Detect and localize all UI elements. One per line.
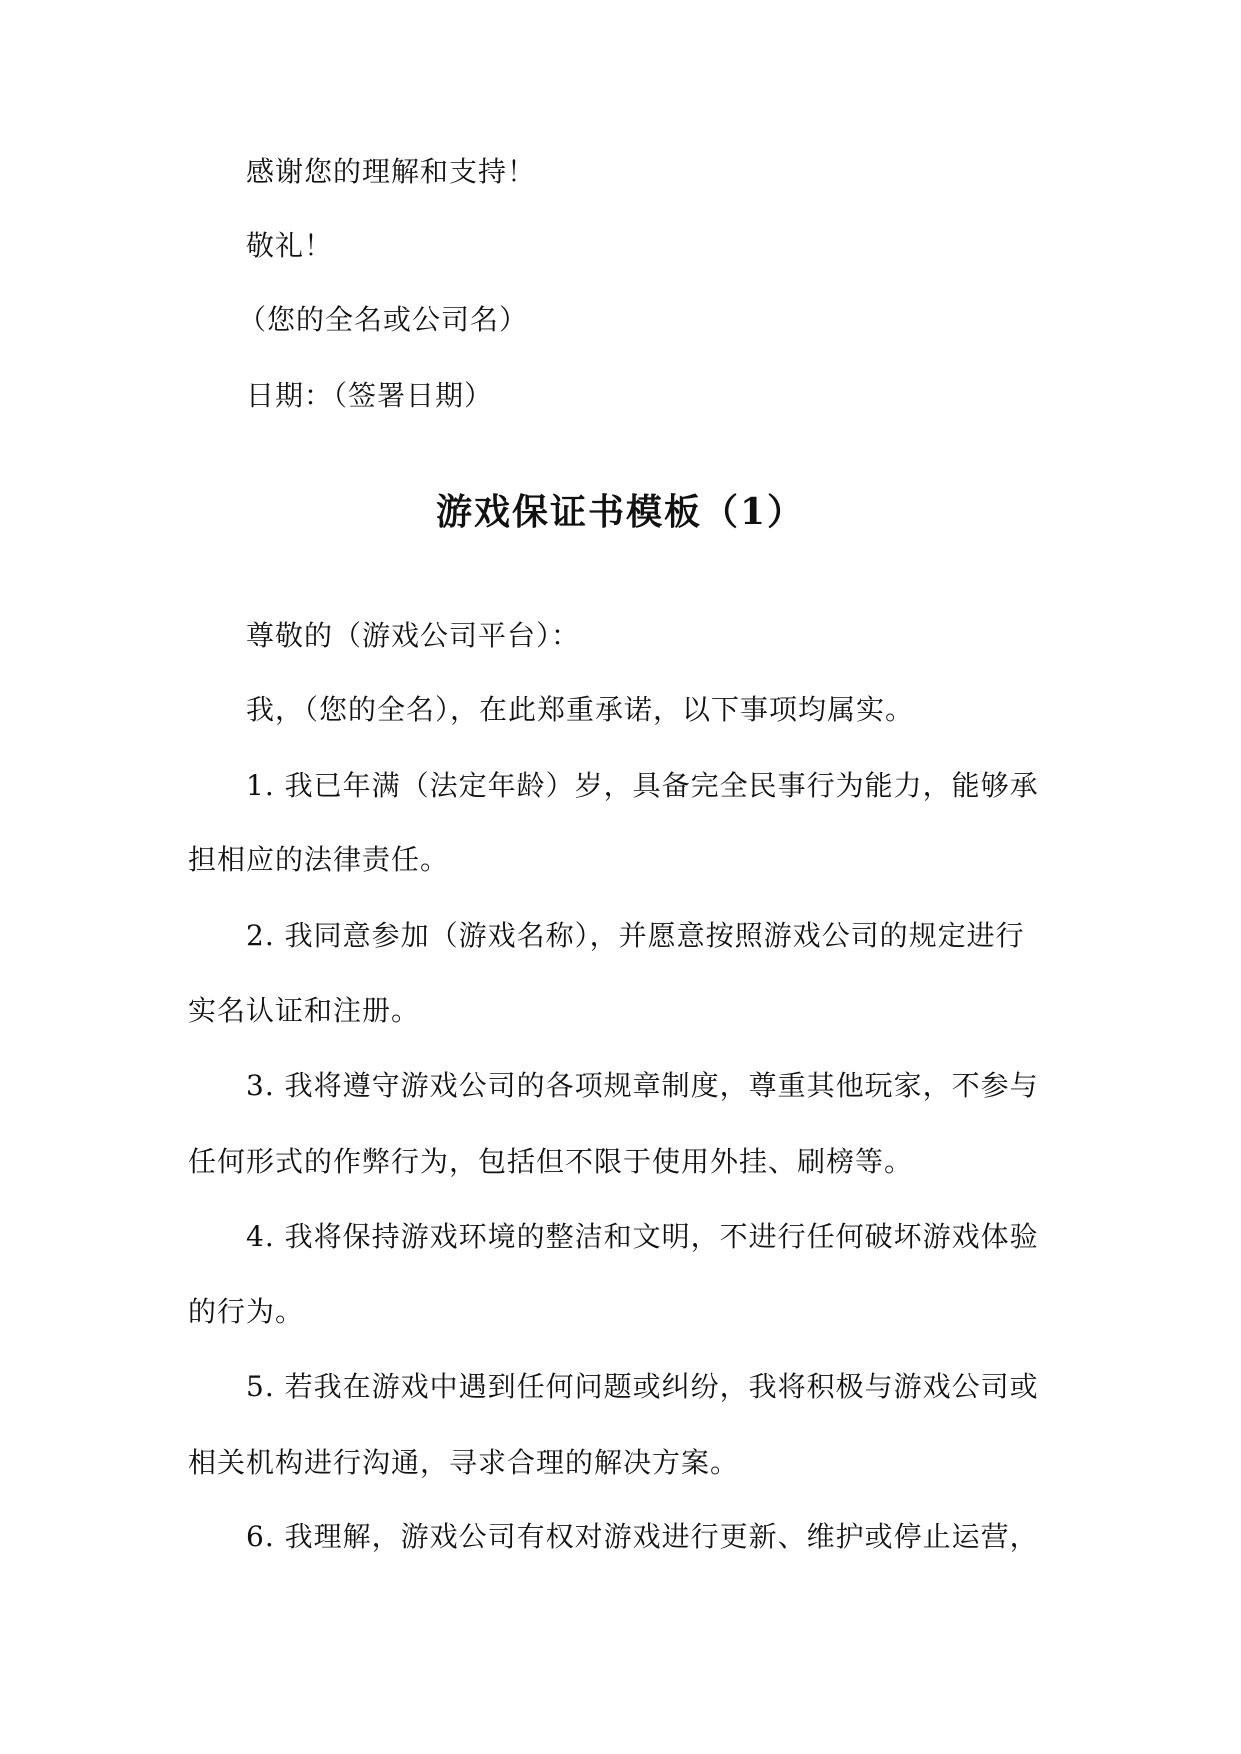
- item-2-line-2: 实名认证和注册。: [188, 994, 421, 1027]
- closing-name: （您的全名或公司名）: [238, 303, 529, 336]
- item-6-line-1: 6. 我理解，游戏公司有权对游戏进行更新、维护或停止运营，: [246, 1520, 1039, 1553]
- closing-thanks: 感谢您的理解和支持！: [246, 155, 537, 188]
- item-2-line-1: 2. 我同意参加（游戏名称），并愿意按照游戏公司的规定进行: [246, 919, 1025, 952]
- item-4-line-2: 的行为。: [188, 1295, 305, 1328]
- document-title: 游戏保证书模板（1）: [435, 491, 806, 533]
- closing-regards: 敬礼！: [246, 229, 334, 262]
- item-5-line-1: 5. 若我在游戏中遇到任何问题或纠纷，我将积极与游戏公司或: [246, 1370, 1039, 1403]
- item-4-line-1: 4. 我将保持游戏环境的整洁和文明，不进行任何破坏游戏体验: [246, 1220, 1039, 1253]
- item-3-line-1: 3. 我将遵守游戏公司的各项规章制度，尊重其他玩家，不参与: [246, 1069, 1039, 1102]
- item-1-line-1: 1. 我已年满（法定年龄）岁，具备完全民事行为能力，能够承: [246, 769, 1039, 802]
- item-3-line-2: 任何形式的作弊行为，包括但不限于使用外挂、刷榜等。: [188, 1145, 914, 1178]
- closing-date: 日期：（签署日期）: [246, 379, 494, 412]
- item-1-line-2: 担相应的法律责任。: [188, 843, 450, 876]
- item-5-line-2: 相关机构进行沟通，寻求合理的解决方案。: [188, 1446, 740, 1479]
- salutation: 尊敬的（游戏公司平台）：: [246, 619, 581, 652]
- intro-paragraph: 我，（您的全名），在此郑重承诺，以下事项均属实。: [246, 693, 915, 726]
